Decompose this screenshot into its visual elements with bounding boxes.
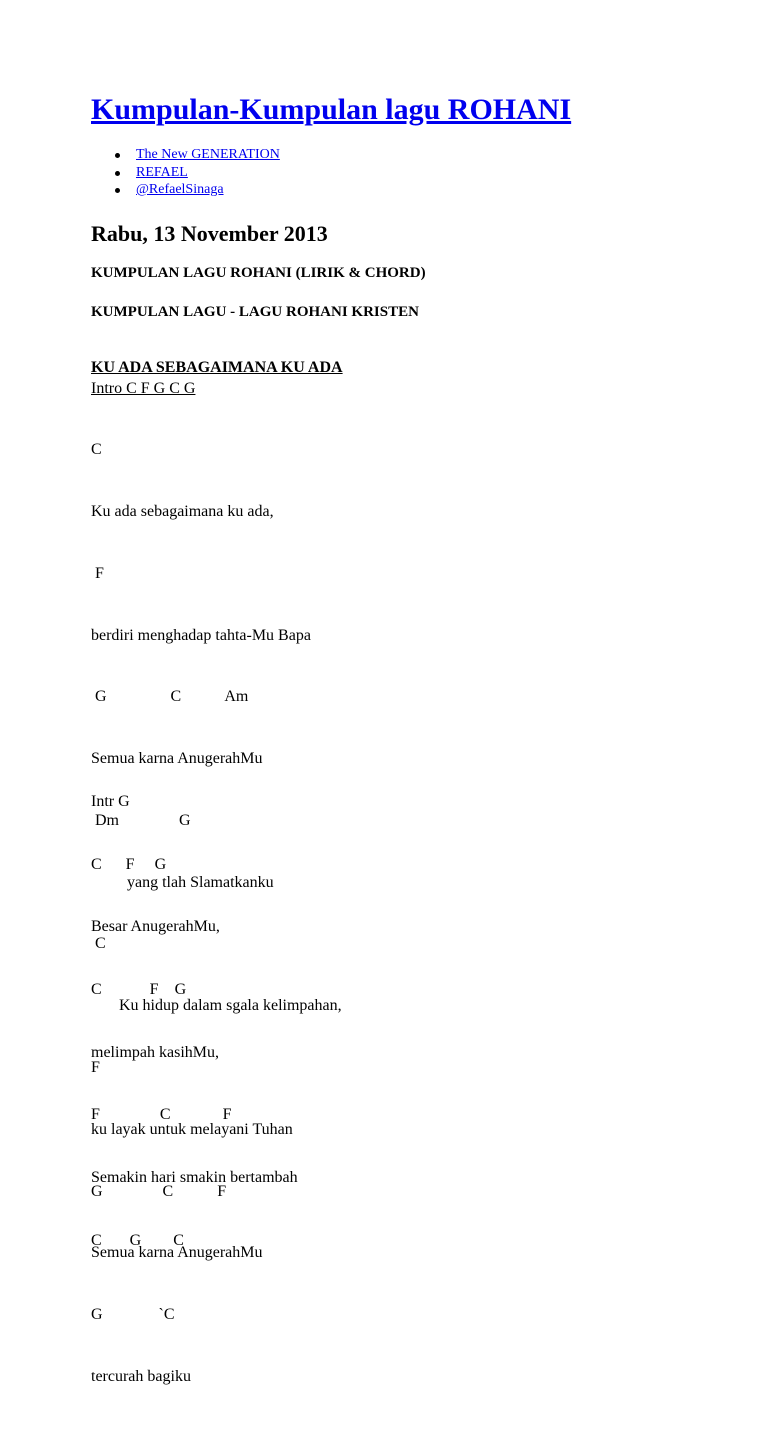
nav-link-refaelsinaga[interactable]: @RefaelSinaga — [136, 182, 224, 197]
lyric-line: G C F — [91, 1182, 227, 1200]
lyric-line: Ku hidup dalam sgala kelimpahan, — [91, 997, 342, 1015]
song-verse-2 — [91, 750, 298, 1294]
lyric-line: C G C — [91, 1231, 184, 1249]
lyric-line: G `C — [91, 1306, 175, 1324]
lyric-line: Intr G — [91, 792, 130, 810]
lyric-line: F — [91, 1059, 100, 1076]
lyric-line: melimpah kasihMu, — [91, 1043, 219, 1061]
nav-item-generation — [91, 146, 280, 164]
lyric-line: Ku ada sebagaimana ku ada, — [91, 502, 274, 520]
lyric-line: F — [91, 564, 104, 582]
lyric-line: C — [91, 935, 106, 953]
lyric-line: G C Am — [91, 688, 249, 706]
lyric-line: Dm G — [91, 811, 191, 829]
bullet-icon — [115, 153, 120, 158]
lyric-line: Besar AnugerahMu, — [91, 918, 220, 936]
lyric-line: tercurah bagiku — [91, 1367, 191, 1385]
lyric-line: yang tlah Slamatkanku — [91, 873, 274, 891]
nav-link-generation[interactable]: The New GENERATION — [136, 147, 280, 162]
nav-item-refaelsinaga — [91, 181, 280, 199]
bullet-icon — [115, 171, 120, 176]
lyric-line: Semakin hari smakin bertambah — [91, 1169, 298, 1187]
lyric-line: berdiri menghadap tahta-Mu Bapa — [91, 626, 311, 644]
post-date: Rabu, 13 November 2013 — [91, 221, 328, 246]
bullet-icon — [115, 188, 120, 193]
nav-link-refael[interactable]: REFAEL — [136, 164, 188, 180]
song-title: KU ADA SEBAGAIMANA KU ADA — [91, 359, 343, 376]
lyric-line: C F G — [91, 855, 167, 873]
lyric-line: C — [91, 441, 102, 459]
lyric-line: Semua karna AnugerahMu — [91, 750, 263, 768]
post-subtitle: KUMPULAN LAGU - LAGU ROHANI KRISTEN — [91, 304, 419, 320]
post-title: KUMPULAN LAGU ROHANI (LIRIK & CHORD) — [91, 265, 426, 281]
nav-item-refael — [91, 164, 280, 182]
lyric-line: F C F — [91, 1106, 232, 1124]
song-intro: Intro C F G C G — [91, 380, 196, 397]
blog-title-link[interactable]: Kumpulan-Kumpulan lagu ROHANI — [91, 93, 572, 126]
lyric-line: C F G — [91, 980, 187, 998]
lyric-line: Semua karna AnugerahMu — [91, 1244, 263, 1262]
lyric-line: ku layak untuk melayani Tuhan — [91, 1120, 293, 1138]
blog-nav-list — [91, 146, 280, 199]
